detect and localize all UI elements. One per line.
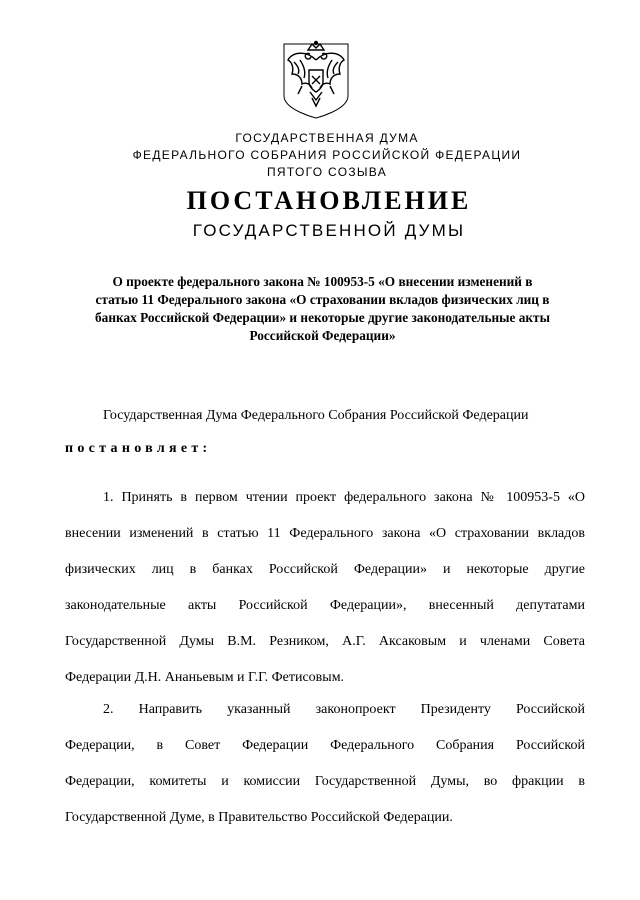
item-2-line-2: Федерации, в Совет Федерации Федерального Собрания Российской <box>65 738 585 753</box>
item-1-line-6: Федерации Д.Н. Ананьевым и Г.Г. Фетисовым. <box>65 670 345 685</box>
item-1 <box>65 488 585 704</box>
russian-coat-of-arms-icon <box>280 40 352 120</box>
item-2-line-1: 2. Направить указанный законопроект Президенту Российской <box>103 702 585 717</box>
subject-line-1: О проекте федерального закона № 100953-5 «О внесении изменений в <box>112 274 533 289</box>
item-1-line-5: Государственной Думы В.М. Резником, А.Г. Аксаковым и членами Совета <box>65 634 585 649</box>
document-title: ПОСТАНОВЛЕНИЕ <box>186 186 472 215</box>
decrees-label: постановляет: <box>65 441 212 456</box>
item-2-line-3: Федерации, комитеты и комиссии Государственной Думы, во фракции в <box>65 774 585 789</box>
subject-line-4: Российской Федерации» <box>249 328 396 343</box>
org-line-3: ПЯТОГО СОЗЫВА <box>266 165 388 179</box>
resolution-subject <box>75 273 570 345</box>
item-2 <box>65 700 585 844</box>
org-line-1: ГОСУДАРСТВЕННАЯ ДУМА <box>235 131 419 145</box>
item-2-line-4: Государственной Думе, в Правительство Российской Федерации. <box>65 810 453 825</box>
subject-line-2: статью 11 Федерального закона «О страховании вкладов физических лиц в <box>95 292 550 307</box>
document-subtitle: ГОСУДАРСТВЕННОЙ ДУМЫ <box>192 221 466 240</box>
item-1-line-2: внесении изменений в статью 11 Федерального закона «О страховании вкладов <box>65 526 585 541</box>
item-1-line-3: физических лиц в банках Российской Федерации» и некоторые другие <box>65 562 585 577</box>
org-line-2: ФЕДЕРАЛЬНОГО СОБРАНИЯ РОССИЙСКОЙ ФЕДЕРАЦИИ <box>132 148 522 162</box>
subject-line-3: банках Российской Федерации» и некоторые другие законодательные акты <box>95 310 550 325</box>
issuing-body <box>0 130 640 181</box>
item-1-line-4: законодательные акты Российской Федерации», внесенный депутатами <box>65 598 585 613</box>
preamble: Государственная Дума Федерального Собрания Российской Федерации <box>103 408 529 423</box>
item-1-line-1: 1. Принять в первом чтении проект федерального закона № 100953-5 «О <box>103 490 585 505</box>
